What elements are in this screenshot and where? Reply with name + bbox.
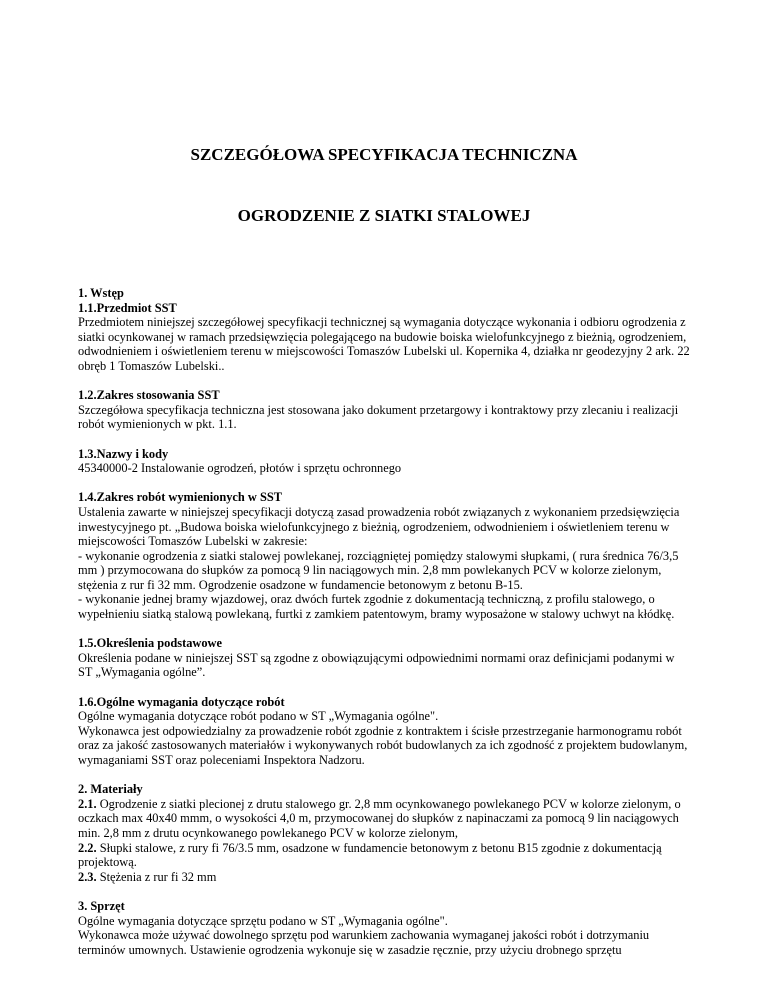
section-text: Przedmiotem niniejszej szczegółowej specyfikacji technicznej są wymagania dotyczące wykonania i odbioru ogrodzenia z siatki ocynkowanej w ramach przedsięwzięcia polegającego na budowie boiska wielofunkcyjnego z bieżnią, ogrodzeniem, odwodnieniem i oświetleniem terenu w miejscowości Tomaszów Lubelski ul. Kopernika 4, działka nr geodezyjny 2 ark. 22 obręb 1 Tomaszów Lubelski.. (78, 315, 690, 373)
section-1-1 (78, 286, 690, 374)
section-heading: 3. Sprzęt (78, 898, 125, 913)
item-number: 2.2. (78, 840, 97, 855)
list-item: - wykonanie jednej bramy wjazdowej, oraz dwóch furtek zgodnie z dokumentacją techniczną, z profilu stalowego, o wypełnieniu siatką stalową powlekaną, furtki z zamkiem patentowym, bramy wyposażone w stalowy uchwyt na kłódkę. (78, 592, 675, 622)
section-text: Wykonawca może używać dowolnego sprzętu pod warunkiem zachowania wymaganej jakości robót i dotrzymaniu terminów umownych. Ustawienie ogrodzenia wykonuje się w zasadzie ręcznie, przy użyciu drobnego sprzętu (78, 928, 650, 957)
document-subtitle: OGRODZENIE Z SIATKI STALOWEJ (237, 206, 531, 225)
item-text: Słupki stalowe, z rury fi 76/3.5 mm, osadzone w fundamencie betonowym z betonu B15 zgodnie z dokumentacją projektową. (78, 840, 662, 870)
section-1-4 (78, 490, 690, 621)
document-body (78, 286, 690, 972)
section-heading: 2. Materiały (78, 782, 143, 797)
list-item (78, 797, 690, 841)
section-1-5 (78, 636, 690, 680)
section-text: Wykonawca jest odpowiedzialny za prowadzenie robót zgodnie z kontraktem i ścisłe przestrzeganie harmonogramu robót oraz za jakość zastosowanych materiałów i wykonywanych robót budowlanych za ich zgodność z projektem budowlanym, wymaganiami SST oraz poleceniami Inspektora Nadzoru. (78, 723, 688, 767)
list-item: - wykonanie ogrodzenia z siatki stalowej powlekanej, rozciągniętej pomiędzy stalowymi słupkami, ( rura średnica 76/3,5 mm ) przymocowana do słupków za pomocą 9 lin naciągowych min. 2,8 mm powlekanych PCV w kolorze zielonym, stężenia z rur fi 32 mm. Ogrodzenie osadzone w fundamencie betonowym z betonu B-15. (78, 548, 679, 592)
section-heading: 1. Wstęp (78, 286, 124, 300)
section-1-6 (78, 695, 690, 768)
item-text: Ogrodzenie z siatki plecionej z drutu stalowego gr. 2,8 mm ocynkowanego powlekanego PCV w kolorze zielonym, o oczkach max 40x40 mmm, o wysokości 4,0 m, przymocowanej do słupków z napinaczami za pomocą 9 lin naciągowych min. 2,8 mm z drutu ocynkowanego powlekanego PCV w kolorze zielonym, (78, 796, 681, 840)
document-title: SZCZEGÓŁOWA SPECYFIKACJA TECHNICZNA (190, 145, 578, 164)
list-item (78, 870, 690, 885)
item-number: 2.3. (78, 869, 97, 884)
section-heading: 1.2.Zakres stosowania SST (78, 388, 220, 403)
section-text: 45340000-2 Instalowanie ogrodzeń, płotów i sprzętu ochronnego (78, 461, 402, 476)
section-heading: 1.6.Ogólne wymagania dotyczące robót (78, 694, 285, 709)
list-item (78, 841, 690, 870)
section-text: Szczegółowa specyfikacja techniczna jest stosowana jako dokument przetargowy i kontraktowy przy zlecaniu i realizacji robót wymienionych w pkt. 1.1. (78, 402, 679, 432)
item-text: Stężenia z rur fi 32 mm (96, 869, 217, 884)
section-heading: 1.3.Nazwy i kody (78, 446, 169, 461)
section-text: Ustalenia zawarte w niniejszej specyfikacji dotyczą zasad prowadzenia robót związanych z wykonaniem przedsięwzięcia inwestycyjnego pt. „Budowa boiska wielofunkcyjnego z bieżnią, ogrodzeniem, odwodnieniem i oświetleniem terenu w miejscowości Tomaszów Lubelski w zakresie: (78, 504, 680, 549)
section-heading: 1.4.Zakres robót wymienionych w SST (78, 490, 283, 505)
section-heading: 1.5.Określenia podstawowe (78, 636, 222, 651)
section-text: Ogólne wymagania dotyczące robót podano w ST „Wymagania ogólne". (78, 709, 439, 724)
section-3 (78, 899, 690, 957)
section-text: Określenia podane w niniejszej SST są zgodne z obowiązującymi odpowiednimi normami oraz definicjami podanymi w ST „Wymagania ogólne”. (78, 650, 675, 680)
section-1-3 (78, 447, 690, 476)
section-1-2 (78, 388, 690, 432)
section-heading: 1.1.Przedmiot SST (78, 300, 177, 315)
section-text: Ogólne wymagania dotyczące sprzętu podano w ST „Wymagania ogólne". (78, 913, 448, 928)
item-number: 2.1. (78, 796, 97, 811)
section-2 (78, 782, 690, 884)
